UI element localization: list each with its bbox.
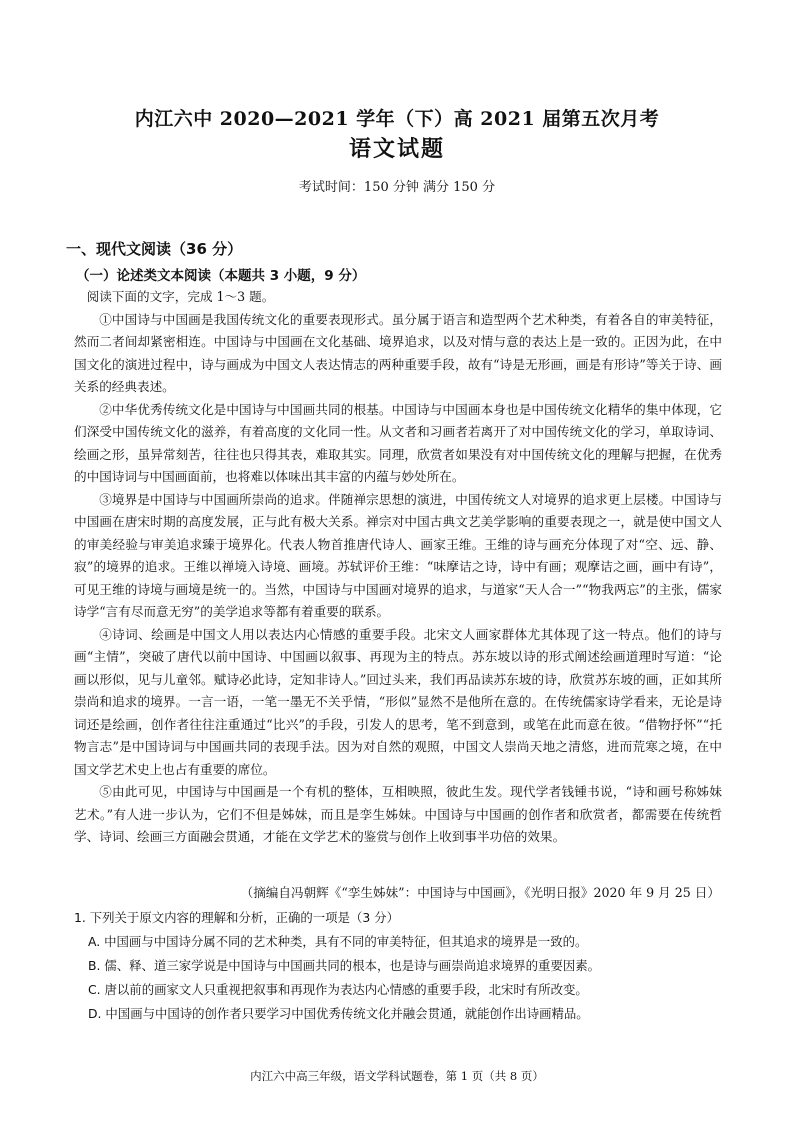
section-subheading: （一）论述类文本阅读（本题共 3 小题，9 分）	[76, 268, 366, 284]
question-1-option-a: A. 中国画与中国诗分属不同的艺术种类，具有不同的审美特征，但其追求的境界是一致的。	[88, 934, 588, 949]
reading-passage	[74, 286, 722, 849]
passage-paragraph-5: ⑤由此可见，中国诗与中国画是一个有机的整体，互相映照，彼此生发。现代学者钱锺书说，“诗和画号称姊妹艺术。”有人进一步认为，它们不但是姊妹，而且是孪生姊妹。中国诗与中国画的创作者和欣赏者，都需要在传统哲学、诗词、绘画三方面融会贯通，才能在文学艺术的鉴赏与创作上收到事半功倍的效果。	[74, 784, 722, 844]
passage-paragraph-2: ②中华优秀传统文化是中国诗与中国画共同的根基。中国诗与中国画本身也是中国传统文化精华的集中体现，它们深受中国传统文化的滋养，有着高度的文化同一性。从文者和习画者若离开了对中国传统文化的学习，单取诗词、绘画之形，虽异常刻苦，往往也只得其表，难取其实。同理，欣赏者如果没有对中国传统文化的理解与把握，在优秀的中国诗词与中国画面前，也将难以体味出其丰富的内蕴与妙处所在。	[74, 401, 722, 484]
reading-instruction: 阅读下面的文字，完成 1～3 题。	[86, 289, 275, 304]
exam-info: 考试时间：150 分钟 满分 150 分	[298, 180, 496, 195]
question-1-option-d: D. 中国画与中国诗的创作者只要学习中国优秀传统文化并融会贯通，就能创作出诗画精品。	[88, 1006, 589, 1021]
question-1-option-b: B. 儒、释、道三家学说是中国诗与中国画共同的根本，也是诗与画崇尚追求境界的重要因素。	[88, 958, 601, 973]
section-heading: 一、现代文阅读（36 分）	[66, 240, 243, 258]
question-1	[74, 906, 734, 1026]
question-1-option-c: C. 唐以前的画家文人只重视把叙事和再现作为表达内心情感的重要手段，北宋时有所改变。	[88, 982, 588, 997]
passage-paragraph-3: ③境界是中国诗与中国画所崇尚的追求。伴随禅宗思想的演进，中国传统文人对境界的追求更上层楼。中国诗与中国画在唐宋时期的高度发展，正与此有极大关系。禅宗对中国古典文艺美学影响的重要表现之一，就是使中国文人的审美经验与审美追求臻于境界化。代表人物首推唐代诗人、画家王维。王维的诗与画充分体现了对“空、远、静、寂”的境界的追求。王维以禅境入诗境、画境。苏轼评价王维：“味摩诘之诗，诗中有画；观摩诘之画，画中有诗”，可见王维的诗境与画境是统一的。当然，中国诗与中国画对境界的追求，与道家“天人合一”“物我两忘”的主张，儒家诗学“言有尽而意无穷”的美学追求等都有着重要的联系。	[74, 491, 722, 619]
exam-title: 内江六中 2020—2021 学年（下）高 2021 届第五次月考	[134, 108, 660, 130]
passage-source: （摘编自冯朝辉《“孪生姊妹”：中国诗与中国画》，《光明日报》2020 年 9 月 25 日）	[240, 885, 720, 900]
page-footer: 内江六中高三年级，语文学科试题卷，第 1 页（共 8 页）	[250, 1069, 544, 1083]
passage-paragraph-1: ①中国诗与中国画是我国传统文化的重要表现形式。虽分属于语言和造型两个艺术种类，有着各自的审美特征，然而二者间却紧密相连。中国诗与中国画在文化基础、境界追求，以及对情与意的表达上是一致的。正因为此，在中国文化的演进过程中，诗与画成为中国文人表达情志的两种重要手段，故有“诗是无形画，画是有形诗”等关于诗、画关系的经典表述。	[74, 311, 722, 394]
exam-subject-title: 语文试题	[348, 136, 445, 162]
question-1-stem: 1. 下列关于原文内容的理解和分析，正确的一项是（3 分）	[74, 910, 399, 925]
passage-paragraph-4: ④诗词、绘画是中国文人用以表达内心情感的重要手段。北宋文人画家群体尤其体现了这一特点。他们的诗与画“主情”，突破了唐代以前中国诗、中国画以叙事、再现为主的特点。苏东坡以诗的形式阐述绘画道理时写道：“论画以形似，见与儿童邻。赋诗必此诗，定知非诗人。”回过头来，我们再品读苏东坡的诗，欣赏苏东坡的画，正如其所崇尚和追求的境界。一言一语，一笔一墨无不关乎情，“形似”显然不是他所在意的。在传统儒家诗学看来，无论是诗词还是绘画，创作者往往注重通过“比兴”的手段，引发人的思考，笔不到意到，或笔在此而意在彼。“借物抒怀”“托物言志”是中国诗词与中国画共同的表现手法。因为对自然的观照，中国文人崇尚天地之清悠，进而荒寒之境，在中国文学艺术史上也占有重要的席位。	[74, 626, 722, 777]
